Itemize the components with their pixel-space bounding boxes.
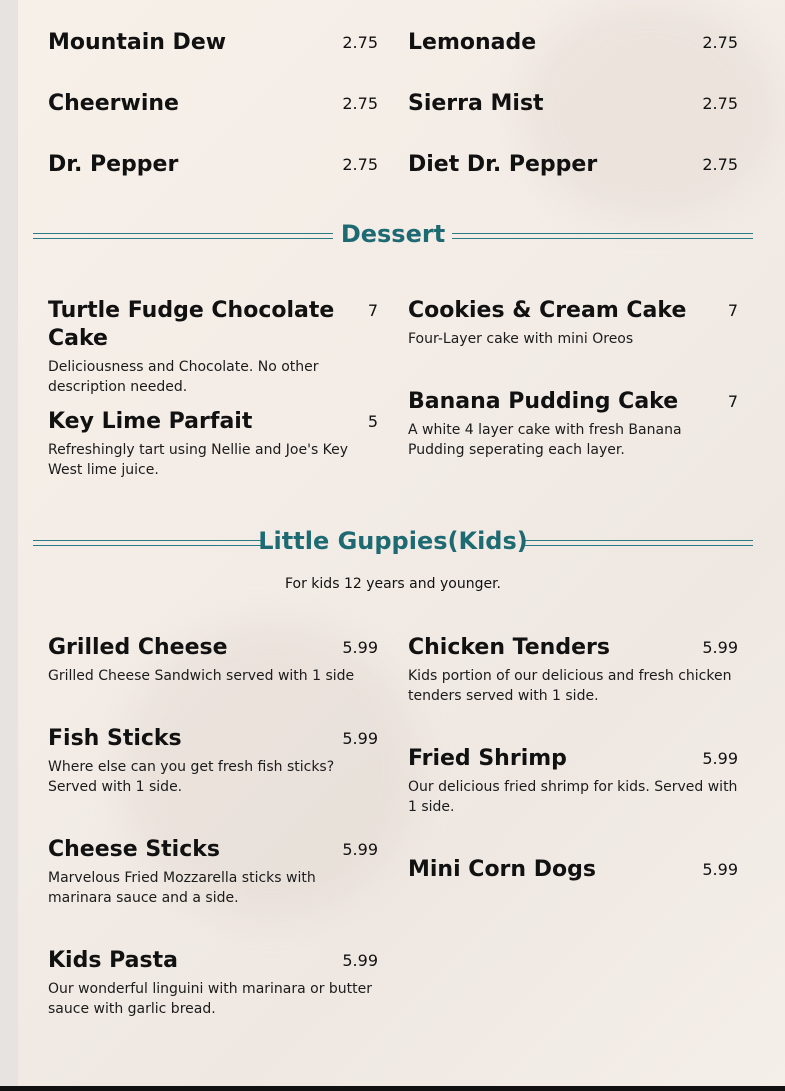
item-description: Refreshingly tart using Nellie and Joe's Key West lime juice. — [48, 442, 349, 478]
item-price: 5.99 — [342, 840, 378, 859]
menu-item[interactable] — [48, 90, 378, 118]
item-name: Grilled Cheese — [48, 635, 228, 660]
item-name: Lemonade — [408, 30, 537, 55]
item-price: 2.75 — [342, 155, 378, 174]
item-price: 5.99 — [342, 951, 378, 970]
item-description: Where else can you get fresh fish sticks? Served with 1 side. — [48, 759, 335, 795]
menu-item[interactable] — [48, 408, 378, 480]
section-note: For kids 12 years and younger. — [284, 576, 501, 592]
left-rail — [0, 0, 18, 1091]
item-name: Fried Shrimp — [408, 746, 567, 771]
section-title-kids: Little Guppies(Kids) — [258, 527, 528, 555]
item-price: 5.99 — [702, 749, 738, 768]
item-description: Grilled Cheese Sandwich served with 1 side — [48, 668, 355, 684]
item-name: Dr. Pepper — [48, 152, 179, 177]
item-price: 5.99 — [702, 860, 738, 879]
item-price: 5.99 — [342, 638, 378, 657]
item-description: Marvelous Fried Mozzarella sticks with marinara sauce and a side. — [48, 870, 316, 906]
item-description: A white 4 layer cake with fresh Banana Pudding seperating each layer. — [408, 422, 682, 458]
item-name: Diet Dr. Pepper — [408, 152, 598, 177]
item-price: 7 — [727, 392, 738, 411]
item-price: 2.75 — [702, 155, 738, 174]
item-name: Mini Corn Dogs — [408, 857, 596, 882]
item-name: Key Lime Parfait — [48, 409, 253, 434]
item-name: Sierra Mist — [408, 91, 544, 116]
item-name: Kids Pasta — [48, 948, 178, 973]
item-price: 5.99 — [342, 729, 378, 748]
item-price: 7 — [367, 301, 378, 320]
menu-item[interactable] — [408, 634, 738, 706]
menu-item[interactable] — [408, 151, 738, 179]
item-price: 2.75 — [702, 94, 738, 113]
menu-item[interactable] — [408, 29, 738, 57]
item-price: 2.75 — [342, 33, 378, 52]
menu-item[interactable] — [48, 151, 378, 179]
item-name: Banana Pudding Cake — [408, 389, 679, 414]
item-price: 5.99 — [702, 638, 738, 657]
menu-item[interactable] — [408, 856, 738, 884]
section-title-dessert: Dessert — [340, 220, 446, 248]
item-description: Our wonderful linguini with marinara or butter sauce with garlic bread. — [48, 981, 373, 1017]
item-name: Fish Sticks — [48, 726, 182, 751]
item-description: Our delicious fried shrimp for kids. Served with 1 side. — [408, 779, 738, 815]
item-name: Turtle Fudge Chocolate Cake — [48, 298, 335, 351]
menu-item[interactable] — [408, 388, 738, 460]
menu-item[interactable] — [48, 836, 378, 908]
item-name: Mountain Dew — [48, 30, 227, 55]
item-price: 2.75 — [342, 94, 378, 113]
item-name: Cheerwine — [48, 91, 179, 116]
menu-item[interactable] — [408, 90, 738, 118]
menu-item[interactable] — [48, 947, 378, 1019]
menu-item[interactable] — [48, 297, 378, 397]
item-description: Deliciousness and Chocolate. No other description needed. — [48, 359, 319, 395]
menu-item[interactable] — [48, 634, 378, 686]
item-price: 5 — [367, 412, 378, 431]
item-name: Chicken Tenders — [408, 635, 610, 660]
item-name: Cheese Sticks — [48, 837, 220, 862]
item-description: Kids portion of our delicious and fresh chicken tenders served with 1 side. — [408, 668, 732, 704]
menu-item[interactable] — [48, 29, 378, 57]
item-price: 7 — [727, 301, 738, 320]
bottom-bar — [0, 1086, 785, 1091]
item-description: Four-Layer cake with mini Oreos — [408, 331, 634, 347]
item-price: 2.75 — [702, 33, 738, 52]
item-name: Cookies & Cream Cake — [408, 298, 687, 323]
menu-item[interactable] — [48, 725, 378, 797]
menu-item[interactable] — [408, 297, 738, 349]
menu-item[interactable] — [408, 745, 738, 817]
